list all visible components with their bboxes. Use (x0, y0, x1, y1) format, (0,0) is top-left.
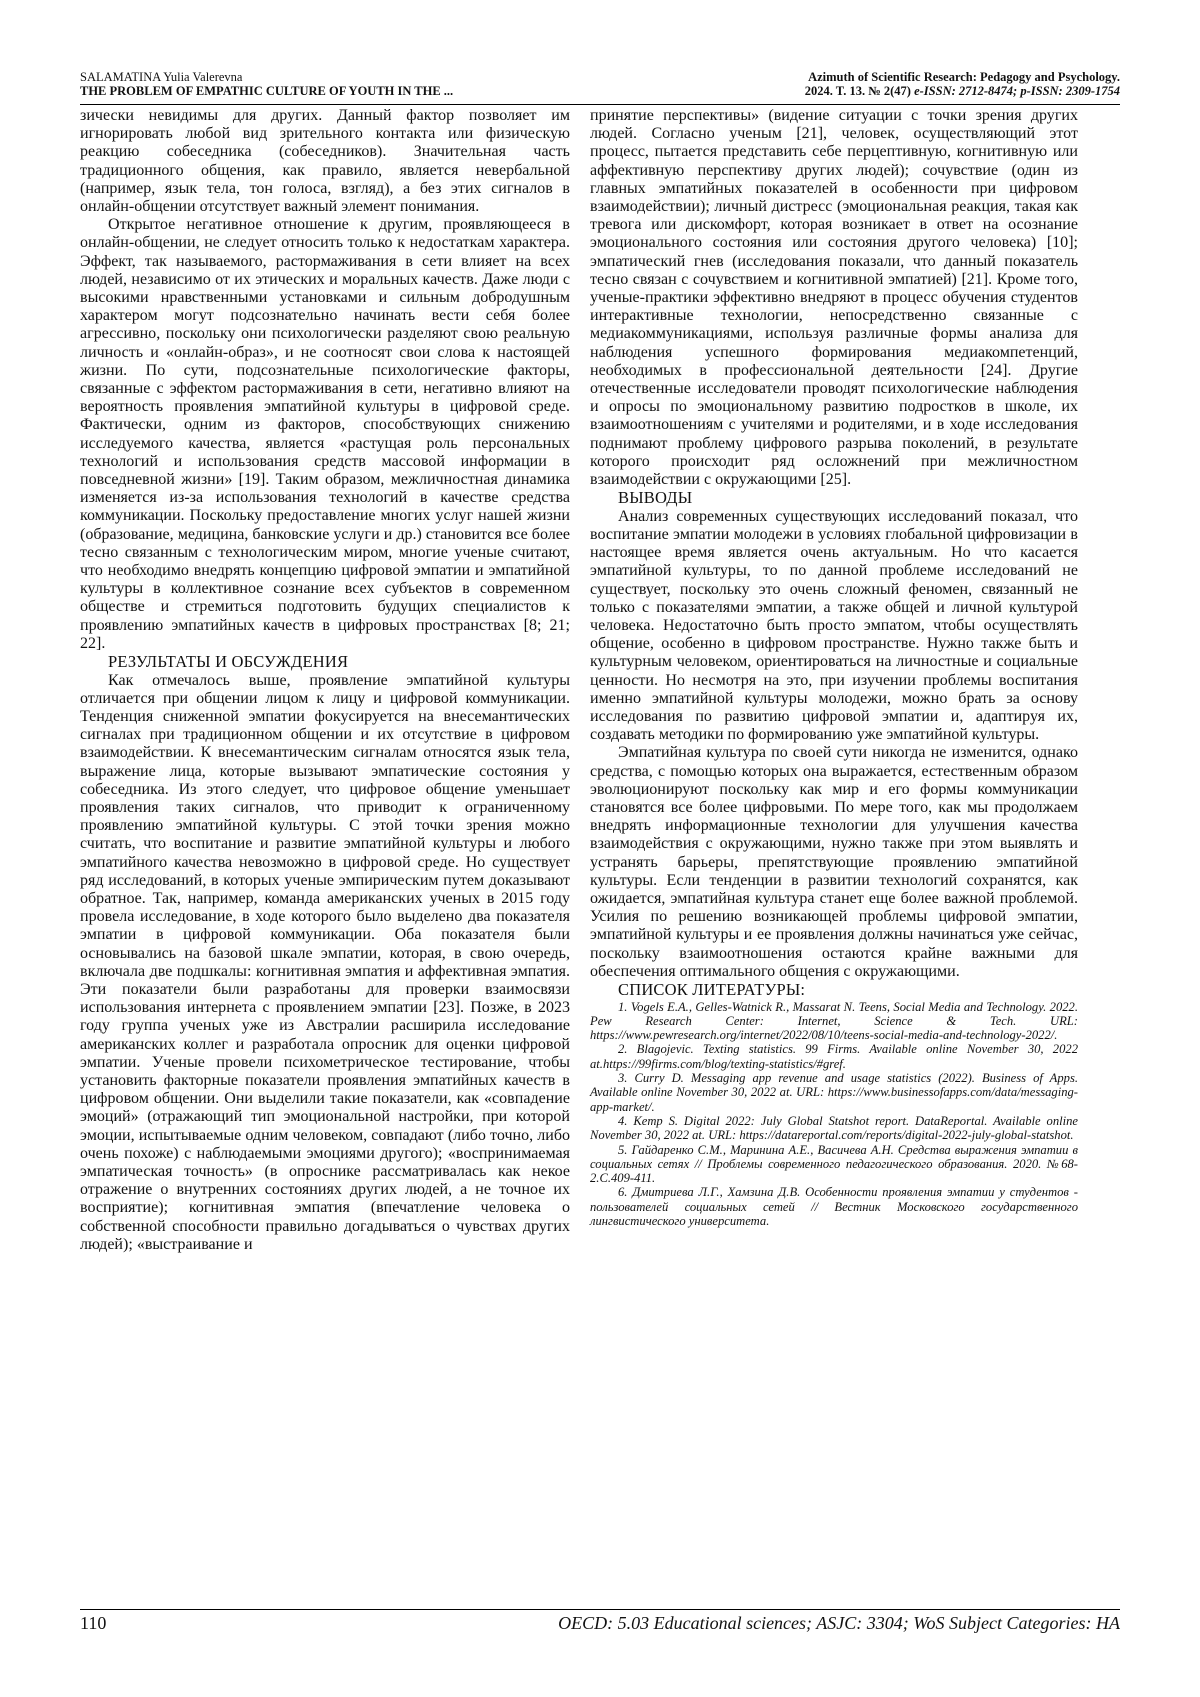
page-number: 110 (80, 1613, 107, 1633)
left-paragraph-3: Как отмечалось выше, проявление эмпатийной культуры отличается при общении лицом к лицу и цифровой коммуникации. Тенденция сниженной эмпатии фокусируется на внесемантических сигналах при традиционном общении и их отсутствие в цифровом взаимодействии. К внесемантическим сигналам относятся язык тела, выражение лица, которые вызывают эмпатические состояния у собеседника. Из этого следует, что цифровое общение уменьшает проявления таких сигналов, что приводит к ограниченному проявлению эмпатийной культуры. С этой точки зрения можно считать, что воспитание и развитие эмпатийной культуры и любого эмпатийного качества невозможно в цифровой среде. Но существует ряд исследований, в которых ученые эмпирическим путем доказывают обратное. Так, например, команда американских ученых в 2015 году провела исследование, в ходе которого было выделено два показателя эмпатии в цифровой коммуникации. Оба показателя были основывались на базовой шкале эмпатии, которая, в свою очередь, включала две подшкалы: когнитивная эмпатия и аффективная эмпатия. Эти показатели были разработаны для проверки взаимосвязи использования интернета с проявлением эмпатии [23]. Позже, в 2023 году группа ученых уже из Австралии расширила исследование американских коллег и разработала опросник для оценки цифровой эмпатии. Ученые провели психометрическое тестирование, чтобы установить факторные показатели проявления эмпатийных качеств в цифровом общении. Они выделили такие показатели, как «совпадение эмоций» (отражающий тип эмоциональной настройки, при которой эмоции, испытываемые одним человеком, совпадают (либо точно, либо очень похоже) с наблюдаемыми эмоциями другого); «воспринимаемая эмпатическая точность» (в опроснике рассматривалась как некое отражение о внутренних состояниях других людей, а не точное их восприятие); когнитивная эмпатия (впечатление человека о собственной способности правильно догадываться о чувствах других людей); «выстраивание и (80, 671, 570, 1253)
running-footer (80, 1612, 1120, 1634)
reference-item: 6. Дмитриева Л.Г., Хамзина Д.В. Особенности проявления эмпатии у студентов - пользователей социальных сетей // Вестник Московского государственного лингвистического университета. (590, 1185, 1078, 1228)
reference-item: 1. Vogels E.A., Gelles-Watnick R., Massarat N. Teens, Social Media and Technology. 2022. Pew Research Center: Internet, Science & Tech. URL: https://www.pewresearch.org/internet/2022/08/10/teens-social-media-and-technology-2022/. (590, 999, 1078, 1043)
left-paragraph-2: Открытое негативное отношение к другим, проявляющееся в онлайн-общении, не следует относить только к недостаткам характера. Эффект, так называемого, растормаживания в сети влияет на всех людей, независимо от их этических и моральных качеств. Даже люди с высокими нравственными установками и сильным добродушным характером могут подсознательно начинать вести себя более агрессивно, поскольку они психологически разделяют свою реальную личность и «онлайн-образ», и не соотносят свои слова к настоящей жизни. По сути, подсознательные психологические факторы, связанные с эффектом растормаживания в сети, негативно влияют на вероятность проявления эмпатийной культуры в цифровой среде. Фактически, одним из факторов, способствующих снижению исследуемого качества, является «растущая роль персональных технологий и использования средств массовой информации в повседневной жизни» [19]. Таким образом, межличностная динамика изменяется из-за использования технологий в качестве средства коммуникации. Поскольку предоставление многих услуг нашей жизни (образование, медицина, банковские услуги и др.) становится все более тесно связанным с технологическим миром, многие ученые считают, что необходимо внедрять концепцию цифровой эмпатии и эмпатийной культуры в коллективное сознание всех субъектов в современном обществе и стремиться подготовить будущих специалистов к проявлению эмпатийных качеств в цифровых пространствах [8; 21; 22]. (80, 216, 570, 652)
header-issue-line (805, 84, 1120, 98)
reference-item: 5. Гайдаренко С.М., Маринина А.Е., Васичева А.Н. Средства выражения эмпатии в социальных сетях // Проблемы современного педагогического образования. 2020. №68-2.С.409-411. (590, 1142, 1078, 1186)
running-header (80, 70, 1120, 104)
left-paragraph-1: зически невидимы для других. Данный фактор позволяет им игнорировать любой вид зрительного контакта или физическую реакцию собеседника (собеседников). Значительная часть традиционного общения, как правило, является невербальной (например, язык тела, тон голоса, взгляд), а без этих сигналов в онлайн-общении отсутствует важный элемент понимания. (80, 107, 570, 216)
footer-classification: OECD: 5.03 Educational sciences; ASJC: 3304; WoS Subject Categories: HA (558, 1613, 1120, 1633)
right-paragraph-2: Анализ современных существующих исследований показал, что воспитание эмпатии молодежи в условиях глобальной цифровизации в настоящее время является очень актуальным. Но что касается эмпатийной культуры, то по данной проблеме исследований не существует, поскольку это очень сложный феномен, связанный не только с показателями эмпатии, а также общей и личной культурой человека. Недостаточно быть просто эмпатом, чтобы осуществлять общение, особенно в цифровом пространстве. Нужно также быть и культурным человеком, ориентироваться на личностные и социальные ценности. Но несмотря на это, при изучении проблемы воспитания именно эмпатийной культуры молодежи, можно брать за основу исследования по развитию цифровой эмпатии и, адаптируя их, создавать методики по формированию уже эмпатийной культуры. (590, 507, 1078, 744)
reference-list (590, 1000, 1078, 1229)
right-paragraph-3: Эмпатийная культура по своей сути никогда не изменится, однако средства, с помощью которых она выражается, естественным образом эволюционируют поскольку как мир и его формы коммуникации становятся все более цифровыми. По мере того, как мы продолжаем внедрять информационные технологии для улучшения качества взаимодействия с окружающими, нужно также при этом выявлять и устранять барьеры, препятствующие проявлению эмпатийной культуры. Если тенденции в развитии технологий сохранятся, как ожидается, эмпатийная культура станет еще более важной проблемой. Усилия по решению возникающей проблемы цифровой эмпатии, эмпатийной культуры и ее проявления должны начинаться уже сейчас, поскольку взаимоотношения остаются крайне важными для обеспечения оптимального общения с окружающими. (590, 744, 1078, 980)
section-heading-conclusions: ВЫВОДЫ (618, 488, 693, 508)
header-author: SALAMATINA Yulia Valerevna (80, 70, 243, 84)
footer-rule (80, 1609, 1120, 1610)
header-left (80, 70, 453, 98)
header-issue: 2024. T. 13. № 2(47) (804, 84, 911, 98)
reference-item: 3. Curry D. Messaging app revenue and usage statistics (2022). Business of Apps. Available online November 30, 2022 at. URL: https://www.businessofapps.com/data/messaging-app-market/. (590, 1071, 1078, 1114)
header-journal: Azimuth of Scientific Research: Pedagogy and Psychology. (808, 70, 1120, 84)
header-article-title: THE PROBLEM OF EMPATHIC CULTURE OF YOUTH IN THE ... (80, 84, 454, 98)
reference-item: 4. Kemp S. Digital 2022: July Global Statshot report. DataReportal. Available online November 30, 2022 at. URL: https://datareportal.com/reports/digital-2022-july-global-statshot. (590, 1113, 1078, 1143)
header-issn: e-ISSN: 2712-8474; p-ISSN: 2309-1754 (914, 84, 1120, 98)
section-heading-references: СПИСОК ЛИТЕРАТУРЫ: (618, 980, 806, 1000)
right-column (590, 107, 1078, 1228)
left-column (80, 107, 570, 1254)
section-heading-results: РЕЗУЛЬТАТЫ И ОБСУЖДЕНИЯ (108, 652, 349, 672)
header-right (805, 70, 1120, 98)
header-rule (80, 104, 1120, 105)
reference-item: 2. Blagojevic. Texting statistics. 99 Firms. Available online November 30, 2022 at.https://99firms.com/blog/texting-statistics/#gref. (590, 1042, 1078, 1071)
right-paragraph-1: принятие перспективы» (видение ситуации с точки зрения других людей. Согласно ученым [21], человек, осуществляющий этот процесс, пытается представить себе перцептивную, когнитивную или аффективную перспективу других людей); сочувствие (один из главных эмпатийных показателей в особенности при цифровом взаимодействии); личный дистресс (эмоциональная реакция, такая как тревога или дискомфорт, которая возникает в ответ на осознание эмоционального состояния или состояния другого человека) [10]; эмпатический гнев (исследования показали, что данный показатель тесно связан с сочувствием и когнитивной эмпатией) [21]. Кроме того, ученые-практики эффективно внедряют в процесс обучения студентов интерактивные технологии, непосредственно связанные с медиакоммуникациями, используя различные формы анализа для наблюдения успешного формирования медиакомпетенций, необходимых в профессиональной деятельности [24]. Другие отечественные исследователи проводят психологические наблюдения и опросы по эмоциональному развитию подростков в школе, их взаимоотношениям с учителями и родителями, и в ходе исследования поднимают проблему цифрового разрыва поколений, в результате которого происходит ряд осложнений при межличностном взаимодействии с окружающими [25]. (590, 107, 1078, 489)
